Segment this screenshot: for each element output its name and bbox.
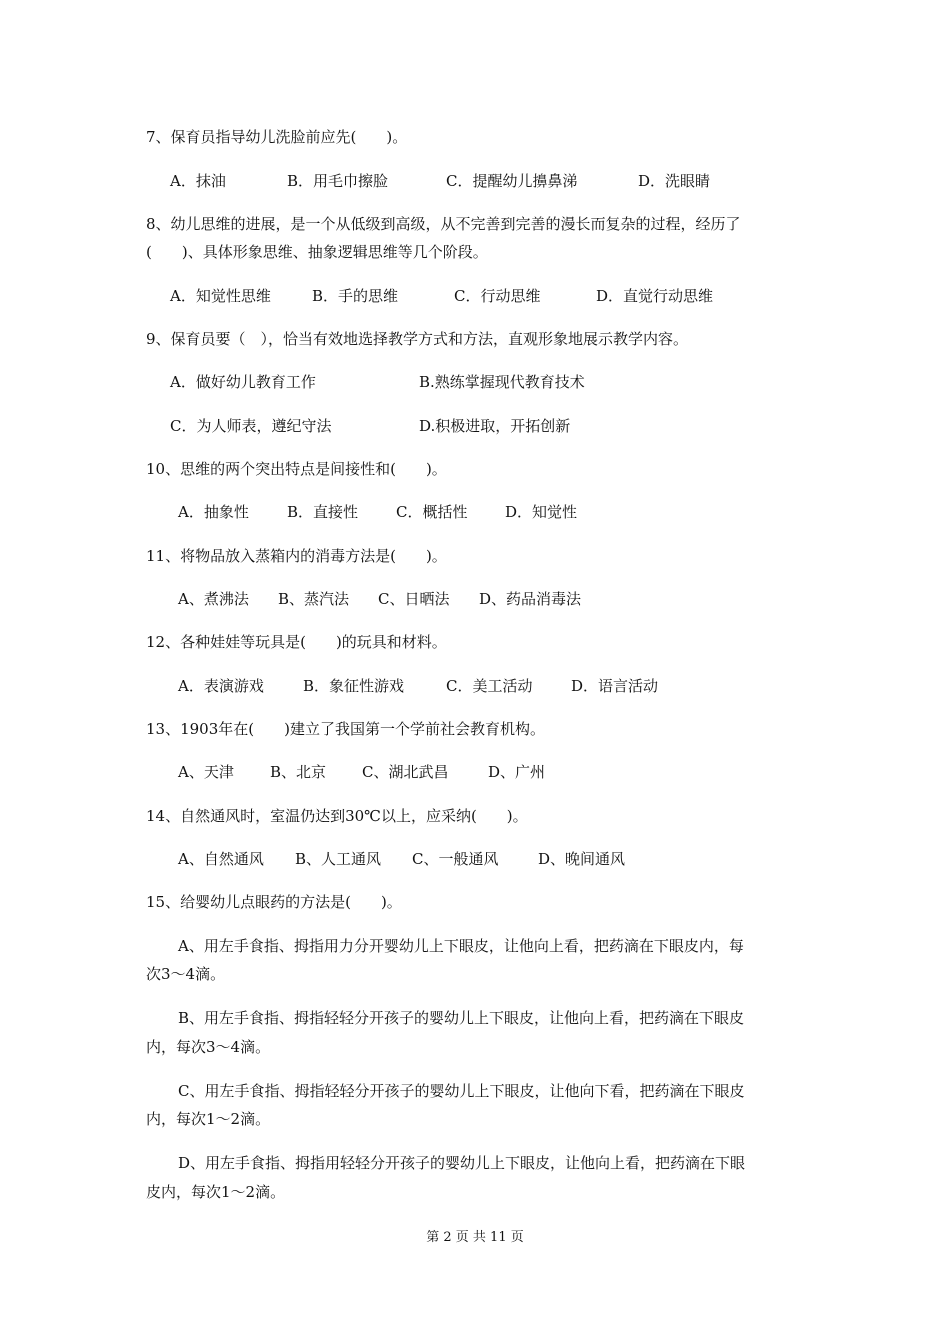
question-15-option-b-line-1: B、用左手食指、拇指轻轻分开孩子的婴幼儿上下眼皮，让他向上看，把药滴在下眼皮 [178, 1009, 745, 1027]
question-8-option-b: B．手的思维 [312, 287, 399, 305]
question-10-option-a: A．抽象性 [178, 503, 249, 521]
question-13-option-b: B、北京 [270, 763, 327, 781]
question-8-stem-line-1: 8、幼儿思维的进展，是一个从低级到高级，从不完善到完善的漫长而复杂的过程，经历了 [146, 215, 741, 233]
question-9-option-d: D.积极进取，开拓创新 [419, 417, 571, 435]
question-10-option-c: C．概括性 [396, 503, 468, 521]
question-10-option-d: D．知觉性 [505, 503, 578, 521]
question-12-option-b: B．象征性游戏 [303, 677, 405, 695]
question-13-option-a: A、天津 [178, 763, 234, 781]
question-7-option-d: D．洗眼睛 [638, 172, 711, 190]
question-12-stem: 12、各种娃娃等玩具是( )的玩具和材料。 [146, 633, 447, 651]
question-7-option-b: B．用毛巾擦脸 [287, 172, 389, 190]
question-14-option-a: A、自然通风 [178, 850, 264, 868]
question-8-option-a: A．知觉性思维 [170, 287, 271, 305]
question-8-option-d: D．直觉行动思维 [596, 287, 714, 305]
question-10-stem: 10、思维的两个突出特点是间接性和( )。 [146, 460, 447, 478]
question-15-option-a-line-1: A、用左手食指、拇指用力分开婴幼儿上下眼皮，让他向上看，把药滴在下眼皮内，每 [178, 937, 744, 955]
question-11-option-a: A、煮沸法 [178, 590, 249, 608]
question-15-stem: 15、给婴幼儿点眼药的方法是( )。 [146, 893, 402, 911]
question-15-option-b-line-2: 内，每次3～4滴。 [146, 1038, 271, 1056]
question-13-stem: 13、1903年在( )建立了我国第一个学前社会教育机构。 [146, 720, 545, 738]
page-number-footer: 第 2 页 共 11 页 [426, 1230, 524, 1245]
question-7-option-c: C．提醒幼儿擤鼻涕 [446, 172, 578, 190]
question-9-option-c: C．为人师表，遵纪守法 [170, 417, 332, 435]
question-15-option-d-line-1: D、用左手食指、拇指用轻轻分开孩子的婴幼儿上下眼皮，让他向上看，把药滴在下眼 [178, 1154, 746, 1172]
question-11-option-c: C、日晒法 [378, 590, 450, 608]
question-12-option-d: D．语言活动 [571, 677, 659, 695]
question-15-option-d-line-2: 皮内，每次1～2滴。 [146, 1183, 286, 1201]
question-9-stem: 9、保育员要（ ），恰当有效地选择教学方式和方法，直观形象地展示教学内容。 [146, 330, 689, 348]
question-7-stem: 7、保育员指导幼儿洗脸前应先( )。 [146, 128, 408, 146]
question-14-stem: 14、自然通风时，室温仍达到30℃以上，应采纳( )。 [146, 807, 528, 825]
question-13-option-d: D、广州 [488, 763, 546, 781]
question-8-stem-line-2: ( )、具体形象思维、抽象逻辑思维等几个阶段。 [146, 243, 488, 261]
question-11-option-b: B、蒸汽法 [278, 590, 350, 608]
question-11-stem: 11、将物品放入蒸箱内的消毒方法是( )。 [146, 547, 447, 565]
question-12-option-a: A．表演游戏 [178, 677, 264, 695]
question-13-option-c: C、湖北武昌 [362, 763, 449, 781]
question-15-option-c-line-1: C、用左手食指、拇指轻轻分开孩子的婴幼儿上下眼皮，让他向下看，把药滴在下眼皮 [178, 1082, 745, 1100]
question-7-option-a: A．抹油 [170, 172, 226, 190]
question-14-option-c: C、一般通风 [412, 850, 499, 868]
question-9-option-a: A．做好幼儿教育工作 [170, 373, 316, 391]
question-11-option-d: D、药品消毒法 [479, 590, 582, 608]
question-10-option-b: B．直接性 [287, 503, 359, 521]
question-12-option-c: C．美工活动 [446, 677, 533, 695]
question-9-option-b: B.熟练掌握现代教育技术 [419, 373, 585, 391]
question-15-option-c-line-2: 内，每次1～2滴。 [146, 1110, 271, 1128]
question-14-option-b: B、人工通风 [295, 850, 382, 868]
question-14-option-d: D、晚间通风 [538, 850, 626, 868]
question-8-option-c: C．行动思维 [454, 287, 541, 305]
question-15-option-a-line-2: 次3～4滴。 [146, 965, 226, 983]
